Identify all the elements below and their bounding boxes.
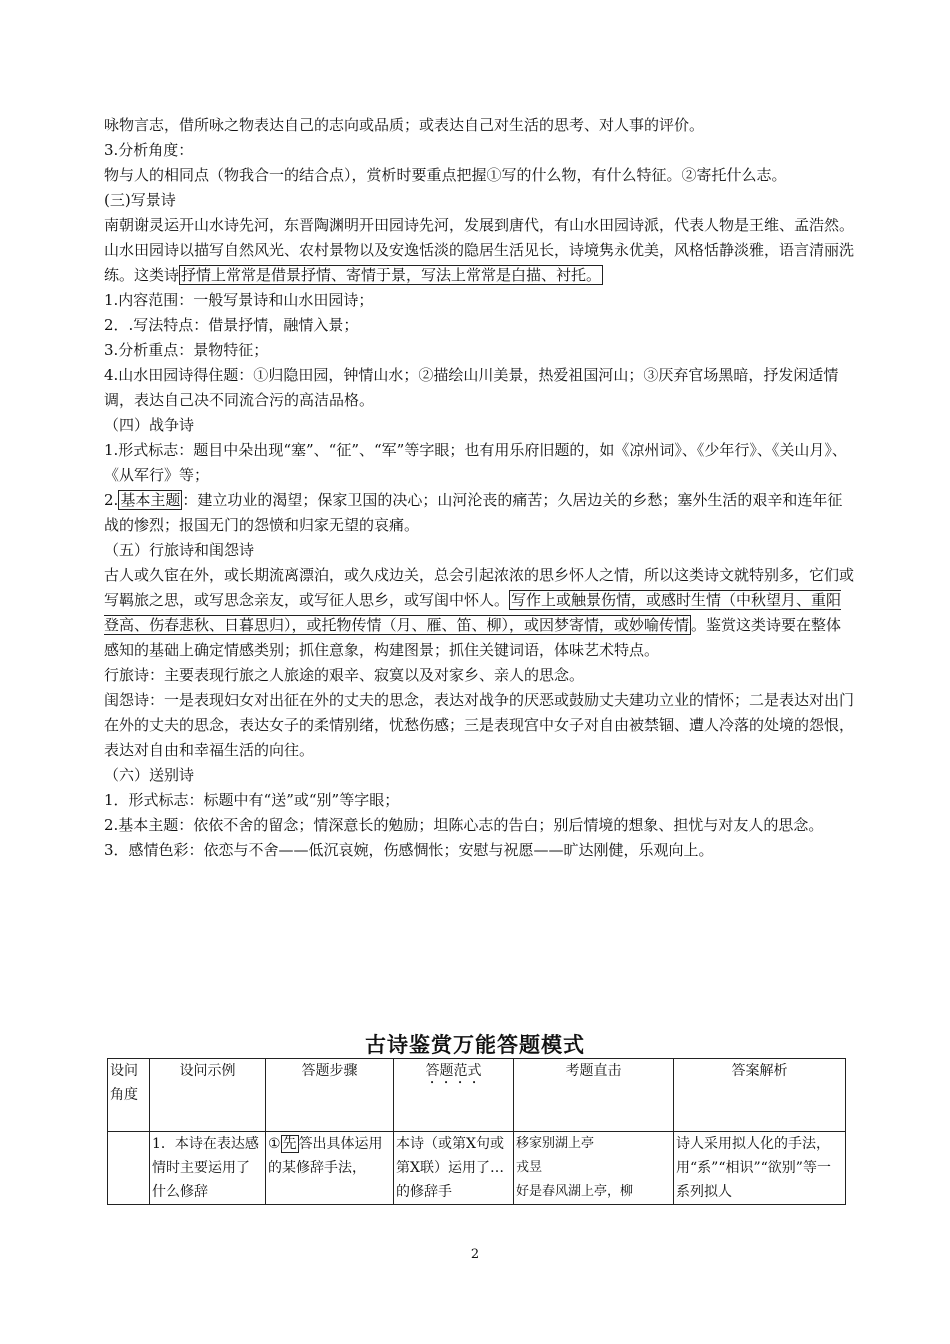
section-heading: (三)写景诗 xyxy=(104,191,176,209)
column-header: 考题直击 xyxy=(514,1059,674,1132)
boxed-text: 基本主题 xyxy=(120,491,181,509)
table-header-row xyxy=(108,1059,846,1132)
paragraph xyxy=(104,213,856,288)
poem-title: 移家别湖上亭 xyxy=(516,1136,595,1151)
paragraph xyxy=(104,488,856,538)
text: ：建立功业的渴望；保家卫国的决心；山河沦丧的痛苦；久居边关的乡愁；塞外生活的艰辛和连年征战的惨烈；报国无门的怨愤和归家无望的哀痛。 xyxy=(104,491,843,534)
paragraph: 3.分析重点：景物特征； xyxy=(104,341,269,359)
text: ① xyxy=(268,1136,281,1152)
paragraph: 闺怨诗：一是表现妇女对出征在外的丈夫的思念，表达对战争的厌恶或鼓励丈夫建功立业的情怀；二是表达对出门在外的丈夫的思念，表达女子的柔情别绪，忧愁伤感；三是表现宫中女子对自由被禁锢、遭人冷落的处境的怨恨，表达对自由和幸福生活的向往。 xyxy=(104,691,855,759)
paragraph xyxy=(104,563,856,663)
boxed-text: 抒情上常常是借景抒情、寄情于景，写法上常常是白描、衬托。 xyxy=(181,266,602,284)
table-title: 古诗鉴赏万能答题模式 xyxy=(365,1033,585,1057)
paragraph: 1.形式标志：题目中朵出现“塞”、“征”、“军”等字眼；也有用乐府旧题的，如《凉州词》、《少年行》、《关山月》、《从军行》等； xyxy=(104,441,847,484)
boxed-text: 写作上或触景伤情，或感时生情（中秋望月、重阳登高、伤春悲秋、日暮思归），或托物传情（月、雁、笛、柳），或因梦寄情，或妙喻传情 xyxy=(104,591,842,634)
paragraph: 1．形式标志：标题中有“送”或“别”等字眼； xyxy=(104,791,400,809)
table-cell: 1．本诗在表达感情时主要运用了什么修辞 xyxy=(150,1132,266,1205)
table-cell: 诗人采用拟人化的手法，用“系”“相识”“欲别”等一系列拟人 xyxy=(674,1132,846,1205)
text: 古人或久宦在外，或长期流离漂泊，或久戍边关，总会引起浓浓的思乡怀人之情，所以这类诗文就特别多，它们或写羁旅之思，或写思念亲友，或写征人思乡，或写闺中怀人。 xyxy=(104,566,855,609)
section-heading: （五）行旅诗和闺怨诗 xyxy=(104,541,255,559)
paragraph: 4.山水田园诗得住题：①归隐田园，钟情山水；②描绘山川美景，热爱祖国河山；③厌弃官场黑暗，抒发闲适情调，表达自己决不同流合污的高洁品格。 xyxy=(104,366,839,409)
paragraph: 2．.写法特点：借景抒情，融情入景； xyxy=(104,316,359,334)
paragraph: 咏物言志，借所咏之物表达自己的志向或品质；或表达自己对生活的思考、对人事的评价。 xyxy=(104,116,705,134)
table-cell xyxy=(514,1132,674,1205)
table-cell xyxy=(108,1132,150,1205)
page-number: 2 xyxy=(470,1247,480,1262)
section-heading: （四）战争诗 xyxy=(104,416,195,434)
document-body xyxy=(104,113,856,863)
text: 南朝谢灵运开山水诗先河，东晋陶渊明开田园诗先河，发展到唐代，有山水田园诗派，代表人物是王维、孟浩然。山水田园诗以描写自然风光、农村景物以及安逸恬淡的隐居生活见长，诗境隽永优美，风格恬静淡雅，语言清丽洗练。这类诗 xyxy=(104,216,855,284)
table-cell: 本诗（或第X句或第X联）运用了…的修辞手 xyxy=(394,1132,514,1205)
answer-pattern-table xyxy=(107,1058,846,1205)
paragraph: 3.分析角度： xyxy=(104,141,194,159)
paragraph: 2.基本主题：依依不舍的留念；情深意长的勉励；坦陈心志的告白；别后情境的想象、担忧与对友人的思念。 xyxy=(104,816,824,834)
paragraph: 行旅诗：主要表现行旅之人旅途的艰辛、寂寞以及对家乡、亲人的思念。 xyxy=(104,666,585,684)
column-header: 设问示例 xyxy=(150,1059,266,1132)
boxed-text: 先 xyxy=(282,1136,297,1152)
paragraph: 1.内容范围：一般写景诗和山水田园诗； xyxy=(104,291,374,309)
column-header xyxy=(394,1059,514,1132)
text: 2. xyxy=(104,491,119,509)
paragraph: 3．感情色彩：依恋与不舍——低沉哀婉，伤感惆怅；安慰与祝愿——旷达刚健，乐观向上。 xyxy=(104,841,714,859)
table-cell xyxy=(266,1132,394,1205)
header-text: 答题范式 xyxy=(425,1063,482,1079)
table-row xyxy=(108,1132,846,1205)
column-header: 设问角度 xyxy=(108,1059,150,1132)
text: 答出具体运用的某修辞手法， xyxy=(268,1136,383,1176)
section-heading: （六）送别诗 xyxy=(104,766,195,784)
column-header: 答案解析 xyxy=(674,1059,846,1132)
poem-line: 好是春风湖上亭，柳 xyxy=(516,1184,634,1199)
poem-author: 戎昱 xyxy=(516,1160,543,1175)
text: 。鉴赏这类诗要在整体感知的基础上确定情感类别；抓住意象，构建图景；抓住关键词语，体味艺术特点。 xyxy=(104,616,842,659)
paragraph: 物与人的相同点（物我合一的结合点），赏析时要重点把握①写的什么物，有什么特征。②寄托什么志。 xyxy=(104,166,787,184)
column-header: 答题步骤 xyxy=(266,1059,394,1132)
